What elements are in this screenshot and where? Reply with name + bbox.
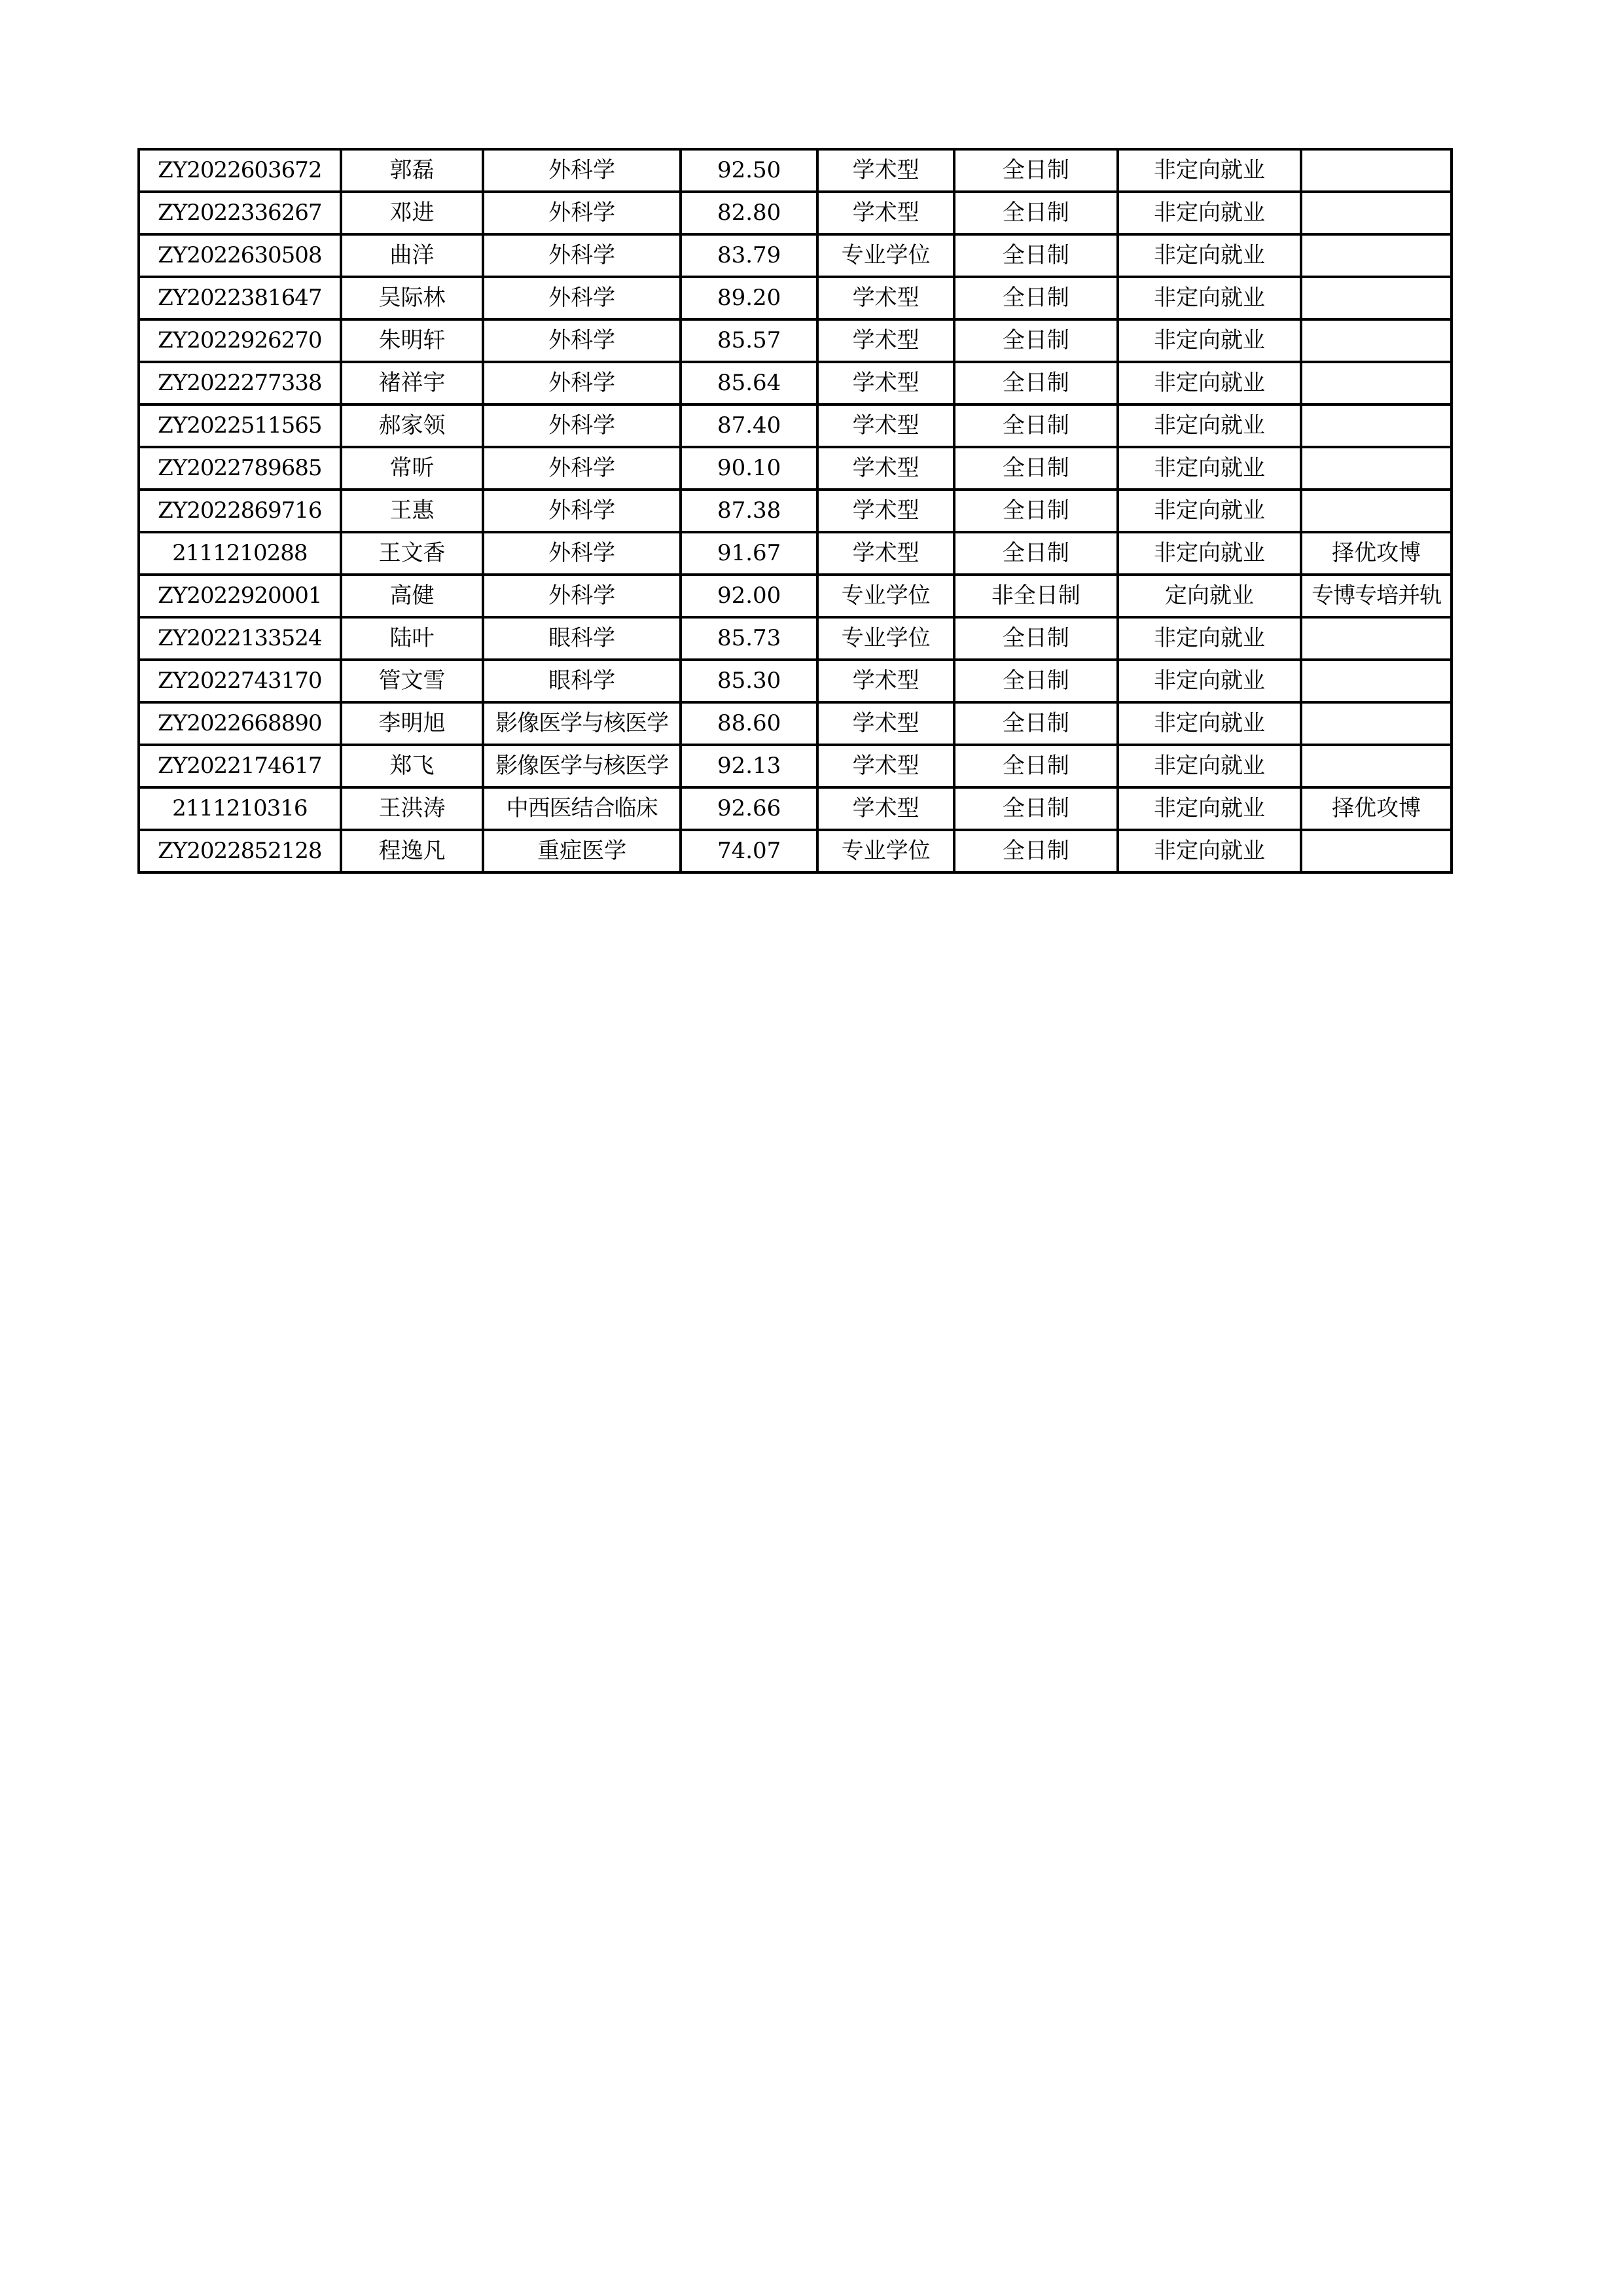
cell-student-name: 王惠 — [341, 490, 484, 532]
cell-study-mode: 全日制 — [954, 532, 1118, 575]
cell-score: 88.60 — [681, 702, 818, 745]
cell-student-name: 常昕 — [341, 447, 484, 490]
cell-degree-type: 学术型 — [817, 787, 954, 830]
cell-student-name: 高健 — [341, 575, 484, 617]
cell-study-mode: 非全日制 — [954, 575, 1118, 617]
cell-major: 眼科学 — [483, 617, 681, 660]
cell-student-name: 李明旭 — [341, 702, 484, 745]
cell-student-id: 2111210316 — [139, 787, 341, 830]
cell-student-name: 王洪涛 — [341, 787, 484, 830]
cell-note — [1301, 234, 1452, 277]
cell-major: 外科学 — [483, 490, 681, 532]
cell-score: 87.38 — [681, 490, 818, 532]
table-row — [139, 447, 1452, 490]
cell-employment-type: 非定向就业 — [1118, 745, 1301, 787]
cell-score: 92.00 — [681, 575, 818, 617]
table-row — [139, 234, 1452, 277]
cell-note — [1301, 702, 1452, 745]
cell-study-mode: 全日制 — [954, 787, 1118, 830]
cell-student-id: ZY2022630508 — [139, 234, 341, 277]
cell-employment-type: 非定向就业 — [1118, 660, 1301, 702]
cell-note — [1301, 660, 1452, 702]
cell-note — [1301, 404, 1452, 447]
cell-student-name: 郑飞 — [341, 745, 484, 787]
cell-student-id: ZY2022668890 — [139, 702, 341, 745]
cell-student-id: ZY2022789685 — [139, 447, 341, 490]
cell-score: 85.64 — [681, 362, 818, 404]
cell-study-mode: 全日制 — [954, 617, 1118, 660]
cell-study-mode: 全日制 — [954, 702, 1118, 745]
cell-study-mode: 全日制 — [954, 660, 1118, 702]
cell-student-name: 吴际林 — [341, 277, 484, 319]
cell-score: 90.10 — [681, 447, 818, 490]
cell-major: 影像医学与核医学 — [483, 745, 681, 787]
cell-student-id: ZY2022920001 — [139, 575, 341, 617]
cell-major: 外科学 — [483, 447, 681, 490]
cell-score: 92.66 — [681, 787, 818, 830]
cell-employment-type: 非定向就业 — [1118, 362, 1301, 404]
admission-table — [137, 148, 1453, 874]
cell-note — [1301, 362, 1452, 404]
cell-note — [1301, 149, 1452, 192]
cell-score: 85.57 — [681, 319, 818, 362]
table-row — [139, 575, 1452, 617]
cell-note — [1301, 830, 1452, 872]
cell-employment-type: 非定向就业 — [1118, 830, 1301, 872]
cell-employment-type: 非定向就业 — [1118, 319, 1301, 362]
cell-degree-type: 学术型 — [817, 319, 954, 362]
cell-student-id: ZY2022852128 — [139, 830, 341, 872]
cell-degree-type: 学术型 — [817, 532, 954, 575]
cell-degree-type: 学术型 — [817, 490, 954, 532]
cell-employment-type: 定向就业 — [1118, 575, 1301, 617]
cell-employment-type: 非定向就业 — [1118, 532, 1301, 575]
cell-student-name: 程逸凡 — [341, 830, 484, 872]
cell-student-id: ZY2022336267 — [139, 192, 341, 234]
cell-employment-type: 非定向就业 — [1118, 490, 1301, 532]
cell-employment-type: 非定向就业 — [1118, 787, 1301, 830]
cell-degree-type: 专业学位 — [817, 617, 954, 660]
cell-employment-type: 非定向就业 — [1118, 192, 1301, 234]
cell-score: 85.30 — [681, 660, 818, 702]
cell-degree-type: 学术型 — [817, 447, 954, 490]
cell-employment-type: 非定向就业 — [1118, 702, 1301, 745]
cell-major: 外科学 — [483, 277, 681, 319]
table-row — [139, 702, 1452, 745]
table-row — [139, 319, 1452, 362]
cell-degree-type: 学术型 — [817, 660, 954, 702]
cell-employment-type: 非定向就业 — [1118, 617, 1301, 660]
table-row — [139, 532, 1452, 575]
cell-degree-type: 专业学位 — [817, 830, 954, 872]
cell-major: 中西医结合临床 — [483, 787, 681, 830]
cell-note — [1301, 447, 1452, 490]
cell-student-id: ZY2022133524 — [139, 617, 341, 660]
table-row — [139, 277, 1452, 319]
cell-major: 影像医学与核医学 — [483, 702, 681, 745]
cell-student-id: ZY2022174617 — [139, 745, 341, 787]
cell-score: 82.80 — [681, 192, 818, 234]
table-row — [139, 192, 1452, 234]
cell-degree-type: 学术型 — [817, 362, 954, 404]
cell-degree-type: 学术型 — [817, 745, 954, 787]
table-row — [139, 617, 1452, 660]
cell-student-id: ZY2022381647 — [139, 277, 341, 319]
cell-score: 83.79 — [681, 234, 818, 277]
cell-degree-type: 学术型 — [817, 702, 954, 745]
cell-note — [1301, 319, 1452, 362]
table-body — [139, 149, 1452, 872]
cell-score: 92.13 — [681, 745, 818, 787]
cell-major: 外科学 — [483, 319, 681, 362]
cell-note — [1301, 745, 1452, 787]
cell-employment-type: 非定向就业 — [1118, 404, 1301, 447]
table-row — [139, 787, 1452, 830]
cell-score: 87.40 — [681, 404, 818, 447]
cell-score: 85.73 — [681, 617, 818, 660]
cell-major: 外科学 — [483, 575, 681, 617]
cell-student-name: 褚祥宇 — [341, 362, 484, 404]
cell-note — [1301, 617, 1452, 660]
cell-note: 择优攻博 — [1301, 787, 1452, 830]
cell-student-name: 朱明轩 — [341, 319, 484, 362]
cell-student-id: ZY2022277338 — [139, 362, 341, 404]
cell-major: 重症医学 — [483, 830, 681, 872]
cell-major: 外科学 — [483, 192, 681, 234]
cell-major: 眼科学 — [483, 660, 681, 702]
cell-study-mode: 全日制 — [954, 745, 1118, 787]
cell-student-name: 曲洋 — [341, 234, 484, 277]
cell-student-name: 郭磊 — [341, 149, 484, 192]
cell-degree-type: 学术型 — [817, 192, 954, 234]
cell-study-mode: 全日制 — [954, 234, 1118, 277]
cell-degree-type: 专业学位 — [817, 234, 954, 277]
cell-note — [1301, 277, 1452, 319]
cell-student-name: 郝家领 — [341, 404, 484, 447]
cell-student-name: 管文雪 — [341, 660, 484, 702]
table-row — [139, 660, 1452, 702]
table-row — [139, 490, 1452, 532]
cell-employment-type: 非定向就业 — [1118, 447, 1301, 490]
cell-note — [1301, 490, 1452, 532]
cell-student-name: 王文香 — [341, 532, 484, 575]
cell-student-id: ZY2022743170 — [139, 660, 341, 702]
cell-student-id: ZY2022511565 — [139, 404, 341, 447]
cell-study-mode: 全日制 — [954, 404, 1118, 447]
cell-score: 92.50 — [681, 149, 818, 192]
cell-student-id: ZY2022603672 — [139, 149, 341, 192]
cell-degree-type: 学术型 — [817, 404, 954, 447]
cell-major: 外科学 — [483, 234, 681, 277]
cell-student-id: 2111210288 — [139, 532, 341, 575]
cell-study-mode: 全日制 — [954, 447, 1118, 490]
cell-student-name: 陆叶 — [341, 617, 484, 660]
table-row — [139, 830, 1452, 872]
cell-student-id: ZY2022869716 — [139, 490, 341, 532]
cell-study-mode: 全日制 — [954, 362, 1118, 404]
cell-employment-type: 非定向就业 — [1118, 149, 1301, 192]
cell-major: 外科学 — [483, 149, 681, 192]
cell-note: 择优攻博 — [1301, 532, 1452, 575]
cell-study-mode: 全日制 — [954, 490, 1118, 532]
cell-study-mode: 全日制 — [954, 192, 1118, 234]
cell-major: 外科学 — [483, 532, 681, 575]
cell-study-mode: 全日制 — [954, 277, 1118, 319]
cell-score: 74.07 — [681, 830, 818, 872]
cell-major: 外科学 — [483, 404, 681, 447]
cell-study-mode: 全日制 — [954, 830, 1118, 872]
cell-study-mode: 全日制 — [954, 149, 1118, 192]
cell-note — [1301, 192, 1452, 234]
cell-student-name: 邓进 — [341, 192, 484, 234]
cell-note: 专博专培并轨 — [1301, 575, 1452, 617]
cell-degree-type: 学术型 — [817, 149, 954, 192]
table-row — [139, 149, 1452, 192]
table-row — [139, 745, 1452, 787]
cell-score: 91.67 — [681, 532, 818, 575]
cell-major: 外科学 — [483, 362, 681, 404]
table-row — [139, 362, 1452, 404]
cell-study-mode: 全日制 — [954, 319, 1118, 362]
cell-employment-type: 非定向就业 — [1118, 277, 1301, 319]
cell-employment-type: 非定向就业 — [1118, 234, 1301, 277]
cell-degree-type: 学术型 — [817, 277, 954, 319]
cell-degree-type: 专业学位 — [817, 575, 954, 617]
cell-score: 89.20 — [681, 277, 818, 319]
cell-student-id: ZY2022926270 — [139, 319, 341, 362]
table-row — [139, 404, 1452, 447]
